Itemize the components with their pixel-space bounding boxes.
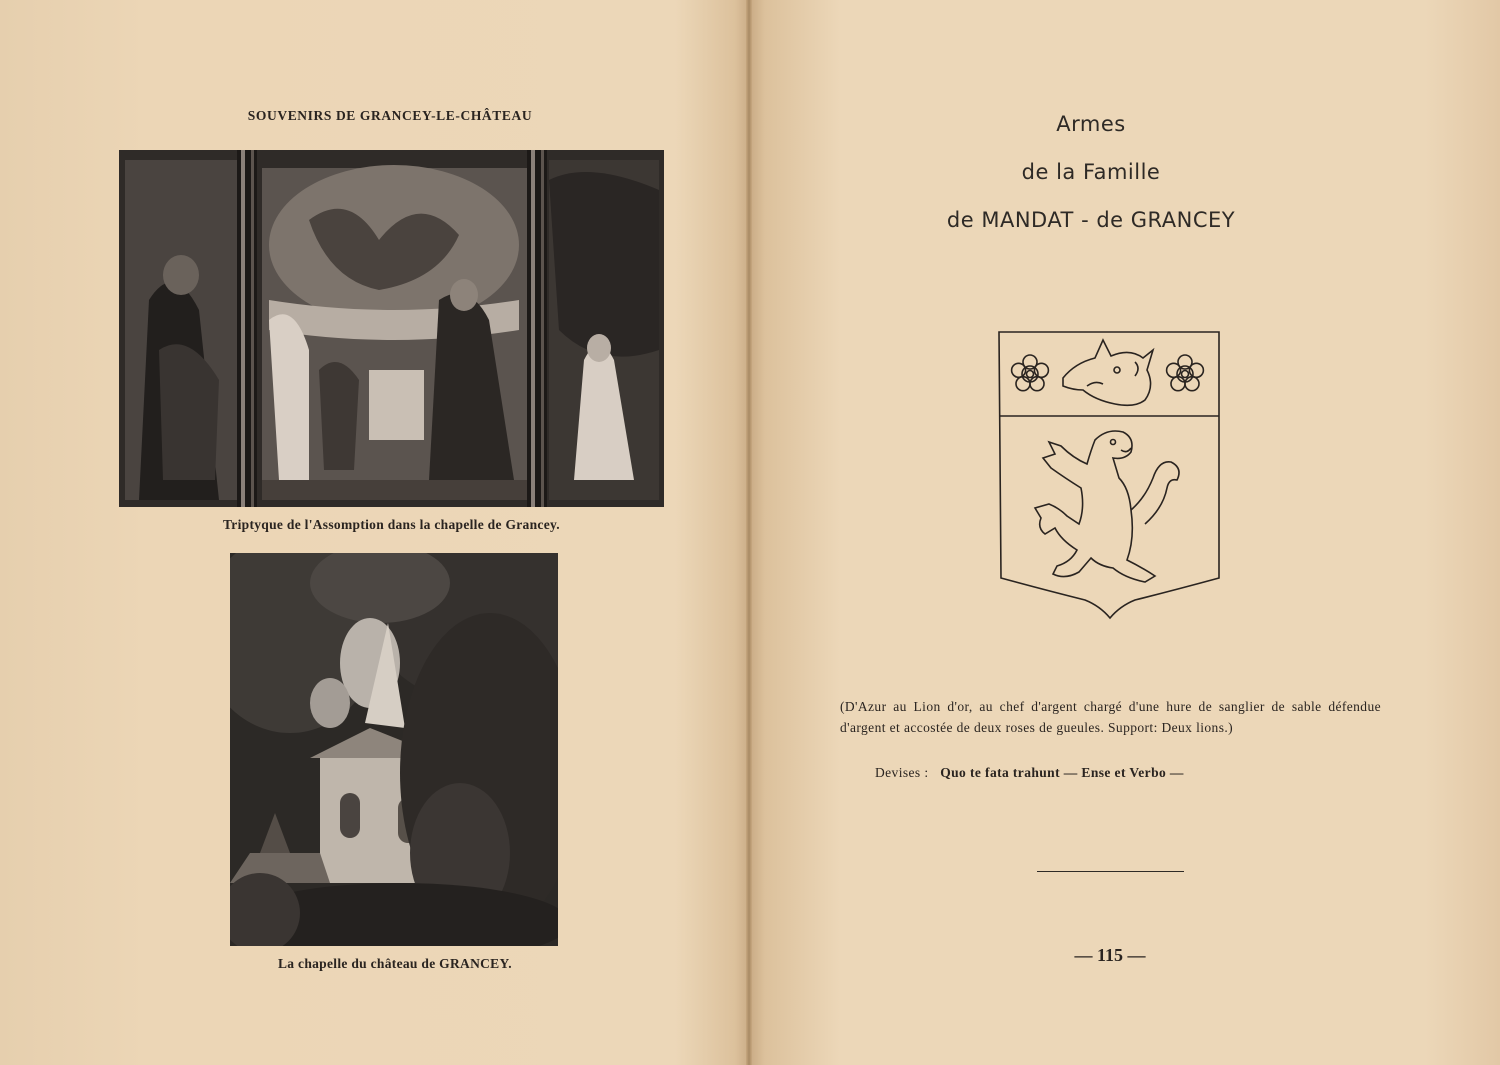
- chapel-photo: [230, 553, 558, 946]
- separator-rule: [1037, 871, 1184, 872]
- running-head: SOUVENIRS DE GRANCEY-LE-CHÂTEAU: [247, 108, 533, 123]
- title-line-2: de la Famille: [1021, 160, 1161, 184]
- left-page: [0, 0, 748, 1065]
- page-number: — 115 —: [1074, 945, 1146, 965]
- triptych-painting-photo: [119, 150, 664, 507]
- figure2-caption: La chapelle du château de GRANCEY.: [278, 956, 512, 971]
- mottos-label: Devises :: [875, 765, 929, 780]
- mottos-value: Quo te fata trahunt — Ense et Verbo —: [940, 765, 1184, 780]
- title-line-1: Armes: [1056, 112, 1126, 136]
- title-line-3: de MANDAT - de GRANCEY: [946, 208, 1236, 232]
- mottos: [875, 765, 1184, 781]
- coat-of-arms-icon: [995, 328, 1225, 628]
- figure1-caption: Triptyque de l'Assomption dans la chapelle de Grancey.: [223, 517, 560, 532]
- blazon-text: (D'Azur au Lion d'or, au chef d'argent chargé d'une hure de sanglier de sable défendue d'argent et accostée de deux roses de gueules. Support: Deux lions.): [840, 699, 1381, 735]
